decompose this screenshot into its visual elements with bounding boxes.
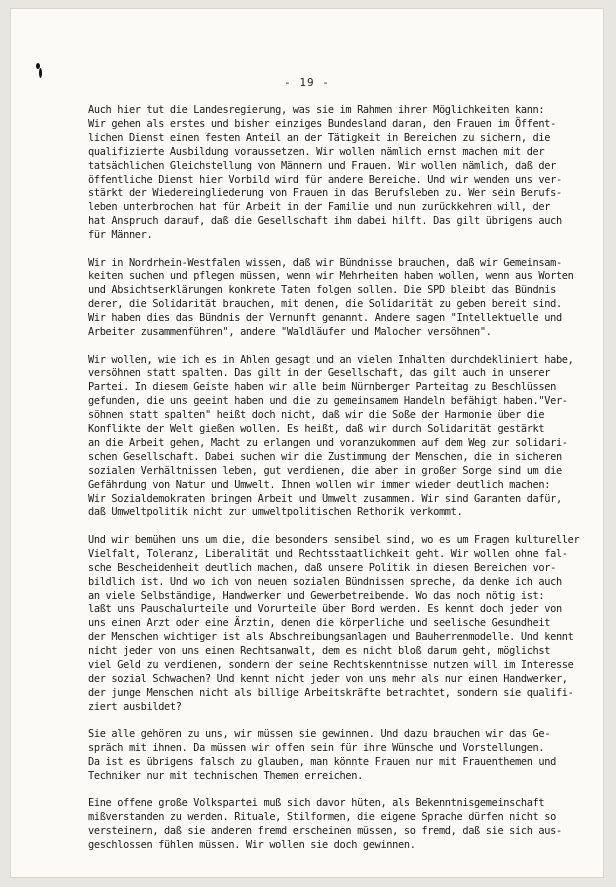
text-line: viel Geld zu verdienen, sondern der seine Rechtskenntnisse nutzen will im Interesse — [88, 659, 574, 672]
text-line: Wir haben dies das Bündnis der Vernunft genannt. Andere sagen "Intellektuelle und — [88, 312, 562, 325]
text-line: mißverstanden zu werden. Rituale, Stilformen, die eigene Sprache dürfen nicht so — [88, 811, 556, 824]
text-line: Da ist es übrigens falsch zu glauben, man könnte Frauen nur mit Frauenthemen und — [88, 755, 556, 768]
text-line: lichen Dienst einen festen Anteil an der Tätigkeit in Bereichen zu sichern, die — [88, 131, 551, 144]
text-line: nicht jeder von uns einen Rechtsanwalt, dem es nicht bloß darum geht, möglichst — [88, 645, 551, 658]
text-line: spräch mit ihnen. Da müssen wir offen sein für ihre Wünsche und Vorstellungen. — [88, 742, 545, 755]
text-line: laßt uns Pauschalurteile und Vorurteile über Bord werden. Es kennt doch jeder von — [88, 603, 562, 616]
text-line: schen Gesellschaft. Dabei suchen wir die Zustimmung der Menschen, die in sicheren — [88, 450, 562, 463]
text-line: Konflikte der Welt gießen wollen. Es heißt, daß wir durch Solidarität gestärkt — [88, 423, 545, 436]
text-line: keiten suchen und pflegen müssen, wenn wir Mehrheiten haben wollen, wenn aus Worten — [88, 270, 574, 283]
paragraph — [88, 534, 588, 715]
text-line: Wir Sozialdemokraten bringen Arbeit und Umwelt zusammen. Wir sind Garanten dafür, — [88, 492, 562, 505]
text-line: der sozial Schwachen? Und kennt nicht jeder von uns mehr als nur einen Handwerker, — [88, 672, 568, 685]
text-line: Gefährdung von Natur und Umwelt. Ihnen wollen wir immer wieder deutlich machen: — [88, 478, 551, 491]
text-line: sche Bescheidenheit deutlich machen, daß unsere Politik in diesen Bereichen vor- — [88, 561, 556, 574]
page-number: - 19 - — [284, 76, 330, 89]
paragraph — [88, 104, 588, 243]
text-line: Wir in Nordrhein-Westfalen wissen, daß wir Bündnisse brauchen, daß wir Gemeinsam- — [88, 256, 562, 269]
text-line: sozialen Verhältnissen leben, gut verdienen, die aber in großer Sorge sind um die — [88, 464, 562, 477]
text-line: Arbeiter zusammenführen", andere "Waldläufer und Malocher versöhnen". — [88, 326, 492, 339]
text-line: Und wir bemühen uns um die, die besonders sensibel sind, wo es um Fragen kultureller — [88, 533, 580, 546]
text-line: an viele Selbständige, Handwerker und Gewerbetreibende. Wo das noch nötig ist: — [88, 589, 545, 602]
text-line: daß Umweltpolitik nicht zur umweltpolitischen Rethorik verkommt. — [88, 506, 463, 519]
paragraph — [88, 728, 588, 784]
text-line: Eine offene große Volkspartei muß sich davor hüten, als Bekenntnisgemeinschaft — [88, 797, 545, 810]
text-line: hat Anspruch darauf, daß die Gesellschaft ihm dabei hilft. Das gilt übrigens auch — [88, 215, 562, 228]
document-body — [88, 104, 588, 866]
text-line: versteinern, daß sie anderen fremd erscheinen müssen, so fremd, daß sie sich aus- — [88, 825, 562, 838]
text-line: geschlossen fühlen müssen. Wir wollen sie doch gewinnen. — [88, 839, 416, 851]
text-line: Sie alle gehören zu uns, wir müssen sie gewinnen. Und dazu brauchen wir das Ge- — [88, 728, 551, 741]
text-line: uns einen Arzt oder eine Ärztin, denen die körperliche und seelische Gesundheit — [88, 617, 551, 630]
text-line: Techniker nur mit technischen Themen erreichen. — [88, 769, 363, 782]
text-line: an die Arbeit gehen, Macht zu erlangen und voranzukommen auf dem Weg zur solidari- — [88, 436, 568, 449]
text-line: derer, die Solidarität brauchen, mit denen, die Solidarität zu geben bereit sind. — [88, 298, 562, 311]
document-page — [10, 8, 604, 878]
text-line: der junge Menschen nicht als billige Arbeitskräfte betrachtet, sondern sie qualifi- — [88, 686, 574, 699]
text-line: versöhnen statt spalten. Das gilt in der Gesellschaft, das gilt auch in unserer — [88, 367, 551, 380]
text-line: stärkt der Wiedereingliederung von Frauen in das Berufsleben zu. Wer sein Berufs- — [88, 187, 562, 200]
paragraph — [88, 797, 588, 853]
text-line: Wir gehen als erstes und bisher einziges Bundesland daran, den Frauen im Öffent- — [88, 117, 556, 130]
text-line: qualifizierte Ausbildung voraussetzen. Wir wollen nämlich ernst machen mit der — [88, 145, 545, 158]
text-line: und Absichtserklärungen konkrete Taten folgen sollen. Die SPD bleibt das Bündnis — [88, 284, 556, 297]
text-line: Auch hier tut die Landesregierung, was sie im Rahmen ihrer Möglichkeiten kann: — [88, 104, 545, 116]
text-line: für Männer. — [88, 229, 153, 242]
text-line: Vielfalt, Toleranz, Liberalität und Rechtsstaatlichkeit geht. Wir wollen ohne fal- — [88, 547, 568, 560]
text-line: Wir wollen, wie ich es in Ahlen gesagt und an vielen Inhalten durchdekliniert habe, — [88, 353, 574, 366]
text-line: öffentliche Dienst hier Vorbild wird für andere Bereiche. Und wir wenden uns ver- — [88, 173, 562, 186]
text-line: tatsächlichen Gleichstellung von Männern und Frauen. Wir wollen nämlich, daß der — [88, 159, 556, 172]
text-line: leben unterbrochen hat für Arbeit in der Familie und nun zurückkehren will, der — [88, 201, 551, 214]
text-line: ziert ausbildet? — [88, 700, 182, 713]
text-line: bildlich ist. Und wo ich von neuen sozialen Bündnissen spreche, da denke ich auch — [88, 575, 562, 588]
paragraph — [88, 257, 588, 340]
text-line: der Menschen wichtiger ist als Abschreibungsanlagen und Bauherrenmodelle. Und kennt — [88, 631, 574, 644]
text-line: gefunden, die uns geeint haben und die zu gemeinsamem Handeln befähigt haben."Ver- — [88, 395, 568, 408]
text-line: söhnen statt spalten" heißt doch nicht, daß wir die Soße der Harmonie über die — [88, 409, 545, 422]
paragraph — [88, 354, 588, 521]
text-line: Partei. In diesem Geiste haben wir alle beim Nürnberger Parteitag zu Beschlüssen — [88, 381, 556, 394]
